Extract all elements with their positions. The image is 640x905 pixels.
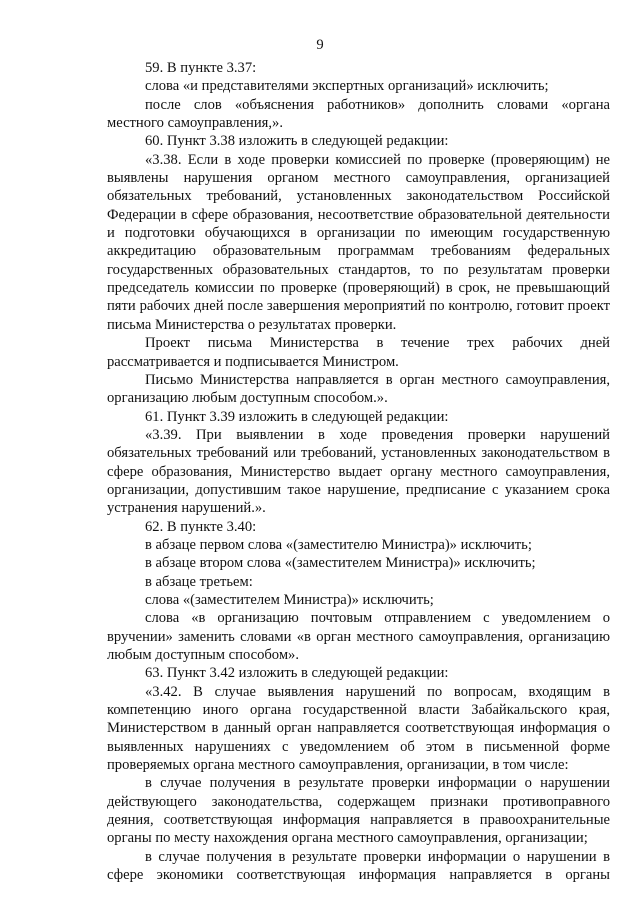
- paragraph-item-62: 62. В пункте 3.40:: [145, 518, 257, 535]
- paragraph-item-60: 60. Пункт 3.38 изложить в следующей редакции:: [145, 133, 449, 150]
- document-body: [107, 59, 610, 884]
- paragraph-words-experts: слова «и представителями экспертных организаций» исключить;: [145, 78, 549, 95]
- paragraph-law-enforcement: в случае получения в результате проверки информации о нарушении действующего законодательства, содержащем признаки противоправного деяния, соответствующая информация направляется в правоохранительные органы по месту нахождения органа местного самоуправления, организации;: [107, 775, 610, 847]
- paragraph-item-61: 61. Пункт 3.39 изложить в следующей редакции:: [145, 408, 449, 425]
- paragraph-after-words: после слов «объяснения работников» дополнить словами «органа местного самоуправления,».: [107, 96, 610, 132]
- paragraph-draft-letter: Проект письма Министерства в течение трех рабочих дней рассматривается и подписывается Министром.: [107, 335, 610, 370]
- paragraph-words-postal: слова «в организацию почтовым отправлением с уведомлением о вручении» заменить словами «в орган местного самоуправления, организацию любым доступным способом».: [107, 610, 610, 663]
- paragraph-clause-3-38: «3.38. Если в ходе проверки комиссией по проверке (проверяющим) не выявлены нарушения органом местного самоуправления, организацией обязательных требований, установленных законодательством Российской Федерации в сфере образования, несоответствие образовательной деятельности и подготовки обучающихся в организации по имеющим государственную аккредитацию образовательным программам требованиям федеральных государственных образовательных стандартов, то по результатам проверки председатель комиссии по проверке (проверяющий) в срок, не превышающий пяти рабочих дней после завершения мероприятий по контролю, готовит проект письма Министерства о результатах проверки.: [107, 151, 610, 333]
- paragraph-item-63: 63. Пункт 3.42 изложить в следующей редакции:: [145, 665, 449, 682]
- paragraph-second-indent: в абзаце втором слова «(заместителем Министра)» исключить;: [145, 555, 536, 572]
- paragraph-clause-3-39: «3.39. При выявлении в ходе проведения проверки нарушений обязательных требований или требований, установленных законодательством в сфере образования, Министерство выдает органу местного самоуправления, организации, допустившим такое нарушение, предписание с указанием срока устранения нарушений.».: [107, 426, 610, 517]
- paragraph-economy: в случае получения в результате проверки информации о нарушении в сфере экономики соответствующая информация направляется в органы: [107, 848, 610, 884]
- paragraph-clause-3-42: «3.42. В случае выявления нарушений по вопросам, входящим в компетенцию иного органа государственной власти Забайкальского края, Министерством в данный орган направляется соответствующая информация о выявленных нарушениях с уведомлением об этом в письменной форме проверяемых органа местного самоуправления, организации, в том числе:: [107, 683, 610, 774]
- paragraph-letter-sent: Письмо Министерства направляется в орган местного самоуправления, организацию любым доступным способом.».: [107, 371, 610, 407]
- paragraph-item-59: 59. В пункте 3.37:: [145, 60, 257, 76]
- paragraph-first-indent: в абзаце первом слова «(заместителю Министра)» исключить;: [145, 536, 532, 553]
- paragraph-third-indent: в абзаце третьем:: [145, 573, 253, 590]
- paragraph-words-deputy: слова «(заместителем Министра)» исключить;: [145, 591, 434, 608]
- page-number: 9: [316, 37, 324, 53]
